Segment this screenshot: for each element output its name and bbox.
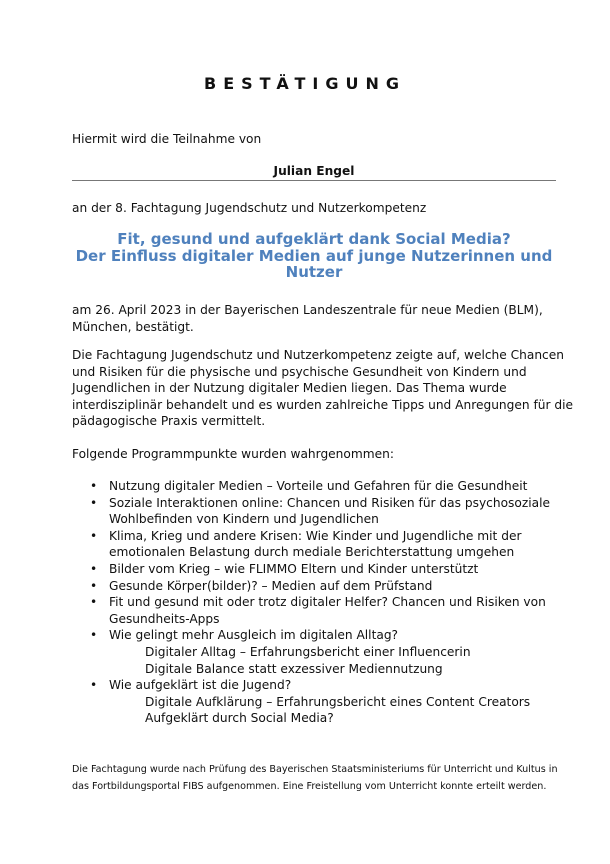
- program-item: [90, 594, 550, 627]
- program-item: [90, 627, 550, 677]
- program-item: [90, 495, 550, 528]
- footer-line: Die Fachtagung wurde nach Prüfung des Bayerischen Staatsministeriums für Unterricht und Kultus in: [72, 764, 558, 775]
- description-line: interdisziplinär behandelt und es wurden zahlreiche Tipps und Anregungen für die: [72, 397, 574, 412]
- program-item: [90, 561, 550, 578]
- date-line: München, bestätigt.: [72, 319, 194, 334]
- program-item-line: Wohlbefinden von Kindern und Jugendlichen: [109, 512, 379, 527]
- description-line: und Risiken für die physische und psychische Gesundheit von Kindern und: [72, 364, 527, 379]
- date-line: am 26. April 2023 in der Bayerischen Landeszentrale für neue Medien (BLM),: [72, 303, 543, 317]
- description-line: pädagogische Praxis vermittelt.: [72, 414, 266, 429]
- program-subitem: Digitale Aufklärung – Erfahrungsbericht eines Content Creators: [145, 694, 531, 709]
- program-item: [90, 677, 550, 727]
- subtitle-line: Nutzer: [285, 263, 343, 281]
- participant-name: Julian Engel: [273, 164, 355, 178]
- document-title: BESTÄTIGUNG: [204, 74, 406, 93]
- program-item-line: • Nutzung digitaler Medien – Vorteile und Gefahren für die Gesundheit: [109, 479, 528, 493]
- event-text: an der 8. Fachtagung Jugendschutz und Nutzerkompetenz: [72, 201, 427, 215]
- date-paragraph: [72, 302, 543, 335]
- program-list: [90, 478, 550, 727]
- program-item-line: • Wie gelingt mehr Ausgleich im digitalen Alltag?: [109, 628, 399, 643]
- program-item: [90, 478, 550, 495]
- program-item-line: • Bilder vom Krieg – wie FLIMMO Eltern und Kinder unterstützt: [109, 561, 479, 576]
- subtitle-line: Der Einfluss digitaler Medien auf junge Nutzerinnen und: [75, 246, 553, 265]
- program-item-line: • Gesunde Körper(bilder)? – Medien auf dem Prüfstand: [109, 578, 433, 593]
- name-underline: [72, 180, 556, 181]
- program-item-line: Gesundheits-Apps: [109, 611, 220, 626]
- program-item-line: • Fit und gesund mit oder trotz digitaler Helfer? Chancen und Risiken von: [109, 595, 546, 610]
- footer-line: das Fortbildungsportal FIBS aufgenommen. Eine Freistellung vom Unterricht konnte erteilt werden.: [72, 781, 547, 792]
- intro-text: Hiermit wird die Teilnahme von: [72, 132, 262, 146]
- program-subitem: Digitaler Alltag – Erfahrungsbericht einer Influencerin: [145, 644, 471, 659]
- program-intro: Folgende Programmpunkte wurden wahrgenommen:: [72, 447, 394, 461]
- event-subtitle: [72, 231, 556, 281]
- program-item: [90, 528, 550, 561]
- program-subitem: Digitale Balance statt exzessiver Mediennutzung: [145, 661, 443, 676]
- program-item-line: • Wie aufgeklärt ist die Jugend?: [109, 678, 292, 693]
- footer-note: [72, 761, 558, 795]
- program-item-line: • Soziale Interaktionen online: Chancen und Risiken für das psychosoziale: [109, 495, 550, 510]
- description-paragraph: [72, 347, 573, 430]
- subtitle-line: Fit, gesund und aufgeklärt dank Social Media?: [117, 230, 511, 248]
- description-line: Die Fachtagung Jugendschutz und Nutzerkompetenz zeigte auf, welche Chancen: [72, 348, 564, 362]
- program-item-line: • Klima, Krieg und andere Krisen: Wie Kinder und Jugendliche mit der: [109, 528, 522, 543]
- program-item-line: emotionalen Belastung durch mediale Berichterstattung umgehen: [109, 545, 515, 560]
- program-subitem: Aufgeklärt durch Social Media?: [145, 711, 334, 726]
- program-item: [90, 578, 550, 595]
- description-line: Jugendlichen in der Nutzung digitaler Medien liegen. Das Thema wurde: [72, 381, 507, 396]
